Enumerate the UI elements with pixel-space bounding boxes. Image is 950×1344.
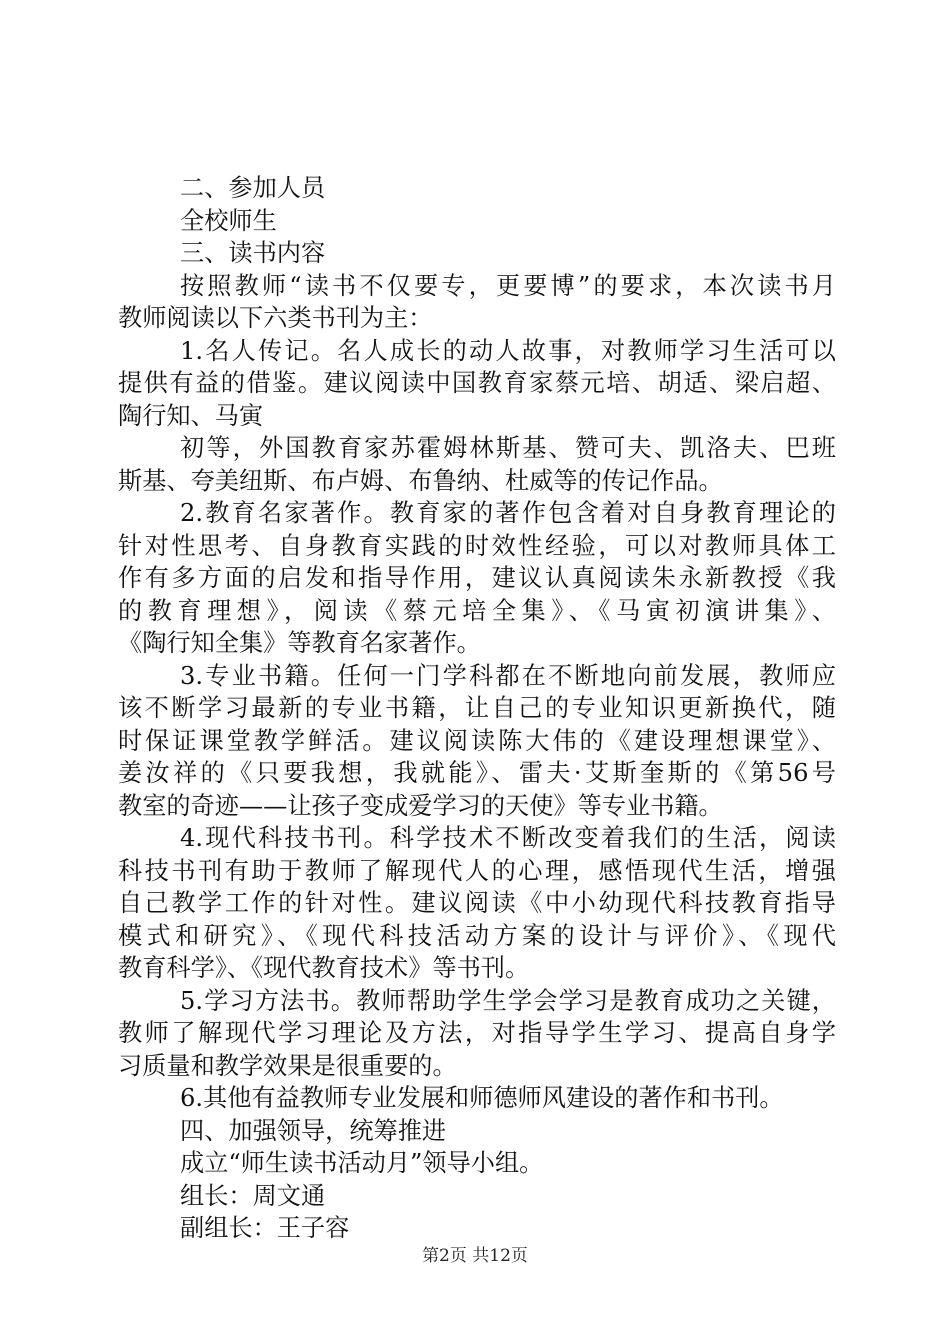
paragraph-line: 姜汝祥的《只要我想，我就能》、雷夫·艾斯奎斯的《第56号 xyxy=(118,759,836,787)
paragraph-line: 自己教学工作的针对性。建议阅读《中小幼现代科技教育指导 xyxy=(118,889,836,917)
paragraph-line: 习质量和教学效果是很重要的。 xyxy=(118,1051,457,1080)
paragraph-line: 斯基、夸美纽斯、布卢姆、布鲁纳、杜威等的传记作品。 xyxy=(118,466,723,495)
paragraph-line: 时保证课堂教学鲜活。建议阅读陈大伟的《建设理想课堂》、 xyxy=(118,726,836,755)
list-item-other: 6.其他有益教师专业发展和师德师风建设的著作和书刊。 xyxy=(180,1084,784,1112)
paragraph-line: 按照教师“读书不仅要专，更要博”的要求，本次读书月 xyxy=(180,271,836,300)
team-leader: 组长：周文通 xyxy=(180,1181,326,1210)
section-heading-participants: 二、参加人员 xyxy=(180,174,326,202)
list-item-professional-books: 3.专业书籍。任何一门学科都在不断地向前发展，教师应 xyxy=(180,661,836,690)
list-item-science-tech: 4.现代科技书刊。科学技术不断改变着我们的生活，阅读 xyxy=(180,824,836,852)
paragraph-line: 《陶行知全集》等教育名家著作。 xyxy=(118,629,481,657)
paragraph-line: 全校师生 xyxy=(180,206,277,235)
paragraph-line: 教师阅读以下六类书刊为主： xyxy=(118,304,433,332)
list-item-education-classics: 2.教育名家著作。教育家的著作包含着对自身教育理论的 xyxy=(180,499,836,527)
paragraph-line: 陶行知、马寅 xyxy=(118,401,264,430)
section-heading-leadership: 四、加强领导，统筹推进 xyxy=(180,1116,447,1145)
paragraph-line: 教育科学》、《现代教育技术》等书刊。 xyxy=(118,954,530,982)
paragraph-line: 科技书刊有助于教师了解现代人的心理，感悟现代生活，增强 xyxy=(118,856,836,885)
document-body xyxy=(118,172,836,1245)
list-item-biographies: 1.名人传记。名人成长的动人故事，对教师学习生活可以 xyxy=(180,336,836,365)
paragraph-line: 教室的奇迹——让孩子变成爱学习的天使》等专业书籍。 xyxy=(118,791,723,820)
paragraph-line: 提供有益的借鉴。建议阅读中国教育家蔡元培、胡适、梁启超、 xyxy=(118,369,836,397)
list-item-learning-methods: 5.学习方法书。教师帮助学生学会学习是教育成功之关键， xyxy=(180,986,836,1015)
deputy-team-leader: 副组长：王子容 xyxy=(180,1214,350,1242)
page-footer: 第2页 共12页 xyxy=(422,1246,528,1266)
paragraph-line: 的教育理想》，阅读《蔡元培全集》、《马寅初演讲集》、 xyxy=(118,596,836,625)
paragraph-line: 该不断学习最新的专业书籍，让自己的专业知识更新换代，随 xyxy=(118,694,836,722)
section-heading-reading-content: 三、读书内容 xyxy=(180,239,326,267)
paragraph-line: 针对性思考、自身教育实践的时效性经验，可以对教师具体工 xyxy=(118,531,836,560)
paragraph-line: 初等，外国教育家苏霍姆林斯基、赞可夫、凯洛夫、巴班 xyxy=(180,434,836,462)
paragraph-line: 成立“师生读书活动月”领导小组。 xyxy=(180,1149,544,1177)
paragraph-line: 作有多方面的启发和指导作用，建议认真阅读朱永新教授《我 xyxy=(118,564,836,592)
paragraph-line: 模式和研究》、《现代科技活动方案的设计与评价》、《现代 xyxy=(118,921,836,950)
paragraph-line: 教师了解现代学习理论及方法，对指导学生学习、提高自身学 xyxy=(118,1019,836,1047)
